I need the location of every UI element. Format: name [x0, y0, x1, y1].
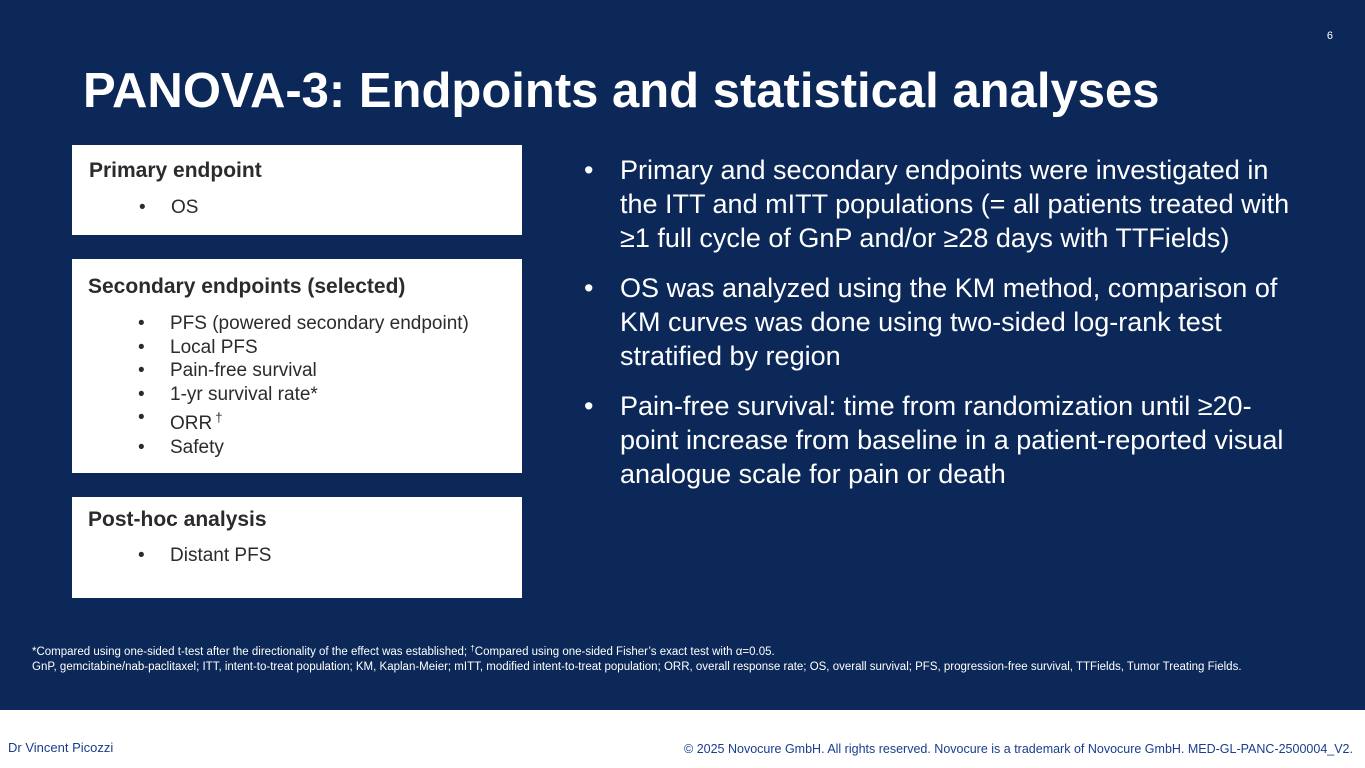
- orr-label: ORR: [170, 413, 213, 434]
- primary-endpoint-heading: Primary endpoint: [89, 159, 262, 182]
- presenter-name: Dr Vincent Picozzi: [8, 740, 114, 755]
- secondary-endpoints-heading: Secondary endpoints (selected): [88, 275, 406, 298]
- post-hoc-analysis-list: [138, 544, 271, 568]
- methods-bullet-populations: • Primary and secondary endpoints were investigated in the ITT and mITT populations (= all patients treated with ≥1 full cycle of GnP and/or ≥28 days with TTFields): [584, 153, 1304, 255]
- list-item: • Pain-free survival: [138, 359, 469, 383]
- slide-title: PANOVA-3: Endpoints and statistical analyses: [83, 64, 1160, 118]
- footnote-line-1: [32, 645, 1322, 660]
- footnotes: [32, 645, 1322, 675]
- methods-bullet-pain-free-survival: • Pain-free survival: time from randomization until ≥20-point increase from baseline in a patient-reported visual analogue scale for pain or death: [584, 389, 1304, 491]
- footnote-text: Compared using one-sided Fisher’s exact test with α=0.05.: [474, 646, 775, 658]
- copyright-notice: © 2025 Novocure GmbH. All rights reserved. Novocure is a trademark of Novocure GmbH. MED-GL-PANC-2500004_V2.: [684, 742, 1353, 756]
- post-hoc-analysis-heading: Post-hoc analysis: [88, 508, 267, 531]
- post-hoc-analysis-box: [72, 497, 522, 598]
- dagger-footnote-mark: †: [215, 410, 223, 425]
- list-item: • OS: [139, 196, 198, 220]
- list-item: [138, 406, 469, 436]
- abbreviations-line: GnP, gemcitabine/nab-paclitaxel; ITT, intent-to-treat population; KM, Kaplan-Meier; mITT, modified intent-to-treat population; ORR, overall response rate; OS, overall survival; PFS, progression-free survival, TTFields, Tumor Treating Fields.: [32, 661, 1242, 673]
- footnote-text: *Compared using one-sided t-test after the directionality of the effect was established;: [32, 646, 471, 658]
- list-item: • PFS (powered secondary endpoint): [138, 312, 469, 336]
- methods-bullet-list: [584, 153, 1304, 507]
- page-number: 6: [1326, 30, 1333, 42]
- secondary-endpoints-box: [72, 259, 522, 473]
- list-item: • Safety: [138, 436, 469, 460]
- dagger-footnote-mark: †: [470, 644, 475, 653]
- list-item: • Local PFS: [138, 336, 469, 360]
- secondary-endpoints-list: [138, 312, 469, 459]
- primary-endpoint-list: [139, 196, 198, 220]
- methods-bullet-os-analysis: • OS was analyzed using the KM method, comparison of KM curves was done using two-sided log-rank test stratified by region: [584, 271, 1304, 373]
- primary-endpoint-box: [72, 145, 522, 235]
- list-item: • 1-yr survival rate*: [138, 383, 469, 407]
- list-item: • Distant PFS: [138, 544, 271, 568]
